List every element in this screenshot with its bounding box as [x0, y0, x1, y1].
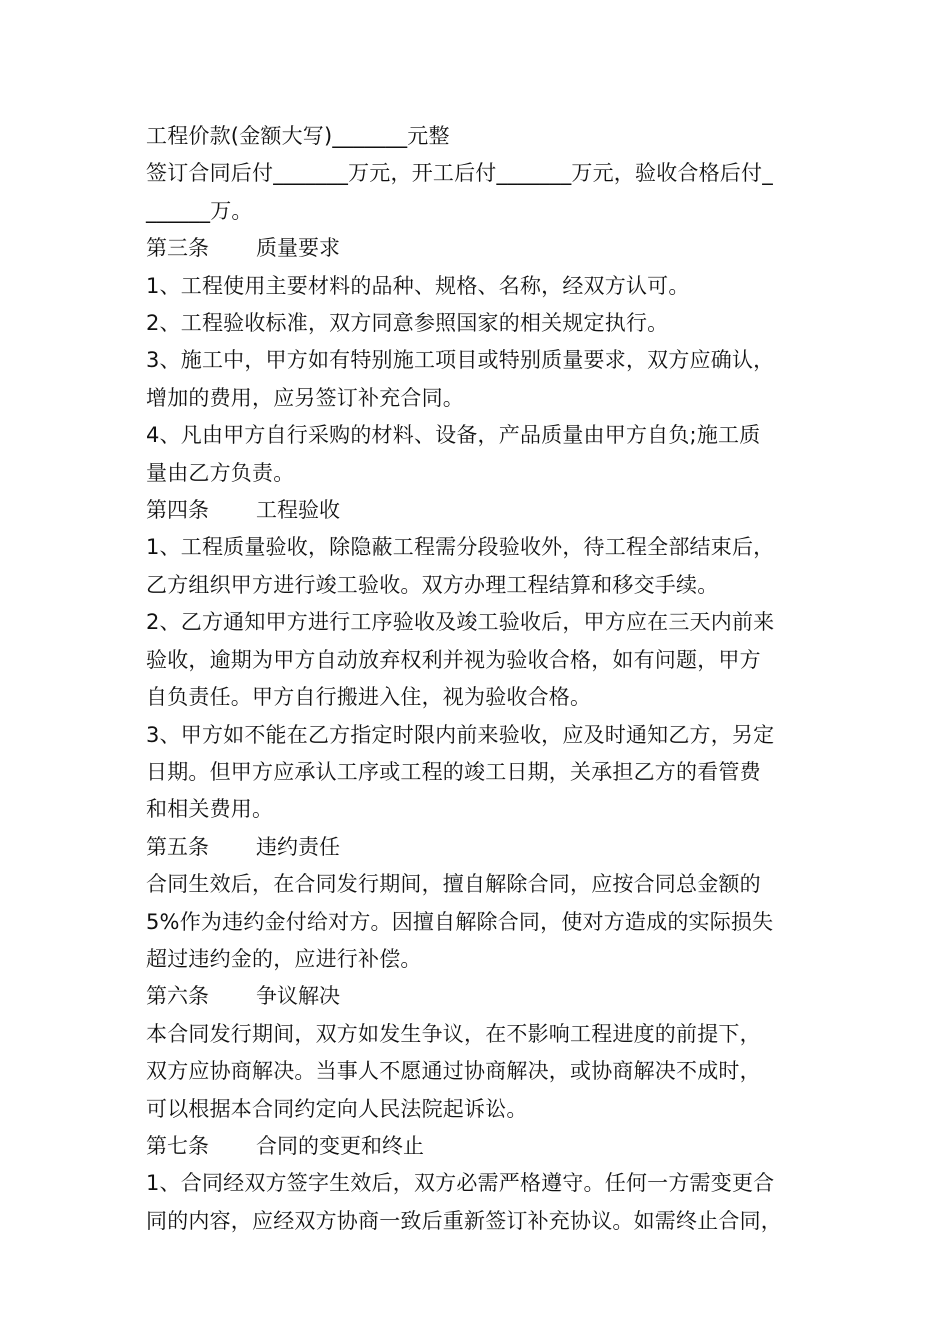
- document-body: [146, 118, 826, 1240]
- text-line: 1、工程使用主要材料的品种、规格、名称，经双方认可。: [146, 273, 690, 298]
- text-line: 2、乙方通知甲方进行工序验收及竣工验收后，甲方应在三天内前来: [146, 610, 775, 635]
- text-line: 双方应协商解决。当事人不愿通过协商解决，或协商解决不成时，: [146, 1059, 761, 1084]
- article-title: 工程验收: [256, 498, 340, 523]
- article-title: 质量要求: [256, 236, 340, 261]
- text-line: 自负责任。甲方自行搬进入住，视为验收合格。: [146, 685, 592, 710]
- article-heading: [146, 978, 826, 1015]
- text-line: 合同生效后，在合同发行期间，擅自解除合同，应按合同总金额的: [146, 872, 761, 897]
- article-number: 第七条: [146, 1133, 209, 1158]
- article-number: 第六条: [146, 984, 209, 1009]
- text-line: 5%作为违约金付给对方。因擅自解除合同，使对方造成的实际损失: [146, 909, 774, 934]
- article-heading: [146, 492, 826, 529]
- text-line: 同的内容，应经双方协商一致后重新签订补充协议。如需终止合同，: [146, 1208, 782, 1233]
- article-title: 合同的变更和终止: [256, 1133, 424, 1158]
- text-line: 3、甲方如不能在乙方指定时限内前来验收，应及时通知乙方，另定: [146, 722, 775, 747]
- text-line: 3、施工中，甲方如有特别施工项目或特别质量要求，双方应确认，: [146, 348, 775, 373]
- article-title: 争议解决: [256, 984, 340, 1009]
- text-line: 验收，逾期为甲方自动放弃权利并视为验收合格，如有问题，甲方: [146, 647, 761, 672]
- text-line: ______万。: [146, 198, 253, 223]
- text-line: 4、凡由甲方自行采购的材料、设备，产品质量由甲方自负;施工质: [146, 423, 761, 448]
- article-heading: [146, 1128, 826, 1165]
- text-line: 可以根据本合同约定向人民法院起诉讼。: [146, 1096, 528, 1121]
- article-number: 第三条: [146, 236, 209, 261]
- article-number: 第五条: [146, 834, 209, 859]
- text-line: 1、工程质量验收，除隐蔽工程需分段验收外，待工程全部结束后，: [146, 535, 775, 560]
- text-line: 增加的费用，应另签订补充合同。: [146, 385, 464, 410]
- article-heading: [146, 829, 826, 866]
- text-line: 日期。但甲方应承认工序或工程的竣工日期，关承担乙方的看管费: [146, 759, 761, 784]
- text-line: 量由乙方负责。: [146, 460, 295, 485]
- text-line: 签订合同后付_______万元，开工后付_______万元，验收合格后付_: [146, 161, 773, 186]
- text-line: 和相关费用。: [146, 797, 274, 822]
- text-line: 超过违约金的，应进行补偿。: [146, 946, 422, 971]
- text-line: 2、工程验收标准，双方同意参照国家的相关规定执行。: [146, 311, 669, 336]
- text-line: 1、合同经双方签字生效后，双方必需严格遵守。任何一方需变更合: [146, 1171, 775, 1196]
- text-line: 本合同发行期间，双方如发生争议，在不影响工程进度的前提下，: [146, 1021, 761, 1046]
- article-number: 第四条: [146, 498, 209, 523]
- article-title: 违约责任: [256, 834, 340, 859]
- text-line: 乙方组织甲方进行竣工验收。双方办理工程结算和移交手续。: [146, 572, 719, 597]
- article-heading: [146, 230, 826, 267]
- text-line: 工程价款(金额大写)_______元整: [146, 124, 450, 148]
